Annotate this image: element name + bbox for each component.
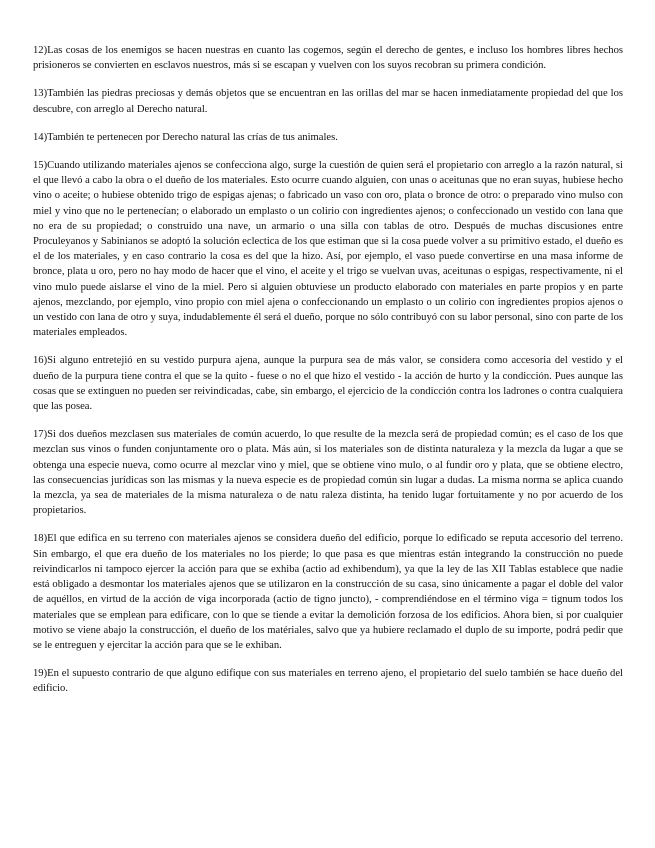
paragraph-12: 12)Las cosas de los enemigos se hacen nuestras en cuanto las cogemos, según el derecho de gentes, e incluso los hombres libres hechos prisioneros se convierten en esclavos nuestros, más si se escapan y vuelven con los suyos recobran su primera condición. bbox=[33, 45, 623, 72]
paragraph-14: 14)También te pertenecen por Derecho natural las crías de tus animales. bbox=[33, 131, 338, 143]
paragraph-15: 15)Cuando utilizando materiales ajenos se confecciona algo, surge la cuestión de quien será el propietario con arreglo a la razón natural, si el que llevó a cabo la obra o el dueño de los materiales. Esto ocurre cuando alguien, con unas o aceitunas que no eran suyas, hubiese hecho vino o aceite; o hubiese obtenido trigo de espigas ajenas; o fabricado un vaso con oro, plata o bronce de otro: o preparado vino mulso con miel y vino que no le pertenecían; o elaborado un emplasto o un colirio con ingredientes ajenos; o confeccionado un vestido con lana que no era de su propiedad; o construido una nave, un armario o una silla con tablas de otro. Después de muchas discusiones entre Proculeyanos y Sabinianos se adoptó la solución eclectica de los que estiman que si la cosa puede volver a su primitivo estado, el dueño es el de los materiales, y en caso contrario la cosa es del que la hizo. Así, por ejemplo, el vaso puede convertirse en una masa informe de bronce, plata u oro, pero no hay modo de hacer que el vino, el aceite y el trigo se vuelvan uvas, aceitunas o espigas, respectivamente, ni el vino mulo puede aislarse el vino de la miel. Pero si alguien obtuviese un producto elaborado con materiales en parte propios y en parte ajenos, mezclando, por ejemplo, vino propio con miel ajena o confeccionando un emplasto o un colirio con ingredientes propios ajenos o un vestido con lana de otro y suya, indudablemente él será el dueño, porque no sólo contribuyó con su labor personal, sino con parte de los materiales empleados. bbox=[33, 160, 623, 339]
paragraph-13: 13)También las piedras preciosas y demás objetos que se encuentran en las orillas del mar se hacen inmediatamente propiedad del que los descubre, con arreglo al Derecho natural. bbox=[33, 88, 623, 115]
paragraph-16: 16)Si alguno entretejió en su vestido purpura ajena, aunque la purpura sea de más valor, se considera como accesoria del vestido y el dueño de la purpura tiene contra el que se la quito - fuese o no el que hizo el vestido - la acción de hurto y la condicción. Pues aunque las cosas que se extinguen no pueden ser reivindicadas, cabe, sin embargo, el ejercicio de la condicción contra los ladrones o contra cualquiera que las posea. bbox=[33, 355, 623, 413]
paragraph-19: 19)En el supuesto contrario de que alguno edifique con sus materiales en terreno ajeno, el propietario del suelo también se hace dueño del edificio. bbox=[33, 668, 623, 695]
paragraph-17: 17)Si dos dueños mezclasen sus materiales de común acuerdo, lo que resulte de la mezcla será de propiedad común; es el caso de los que mezclan sus vinos o funden conjuntamente oro o plata. Más aún, si los materiales son de distinta naturaleza y la mezcla da lugar a que se obtenga una especie nueva, como ocurre al mezclar vino y miel, que se obtiene vino mulo, o al fundir oro y plata, que se obtiene electro, las consecuencias jurídicas son las mismas y la nueva especie es de propiedad común sin lugar a dudas. La misma norma se aplica cuando la mezcla, ya sea de materiales de la misma naturaleza o de natu raleza distinta, ha tenido lugar fortuitamente y no por acuerdo de los propietarios. bbox=[33, 429, 623, 517]
paragraph-18: 18)El que edifica en su terreno con materiales ajenos se considera dueño del edificio, porque lo edificado se reputa accesorio del terreno. Sin embargo, el que era dueño de los materiales no los pierde; lo que pasa es que mientras están integrando la construcción no puede reivindicarlos ni tampoco ejercer la acción para que se exhiba (actio ad exhibendum), ya que la ley de las XII Tablas establece que nadie está obligado a desmontar los materiales ajenos que se utilizaron en la construcción de su casa, sino únicamente a pagar el doble del valor de aquéllos, en virtud de la acción de viga incorporada (actio de tigno juncto), - comprendiéndose en el término viga = tignum todos los materiales que se emplean para edificare, con lo que se tiende a evitar la demolición forzosa de los edificios. Ahora bien, si por cualquier motivo se viene abajo la construcción, el dueño de los matériales, salvo que ya hubiere reclamado el duplo de su importe, podrá pedir que se le entreguen y ejercitar la acción para que se le exhiban. bbox=[33, 533, 623, 651]
